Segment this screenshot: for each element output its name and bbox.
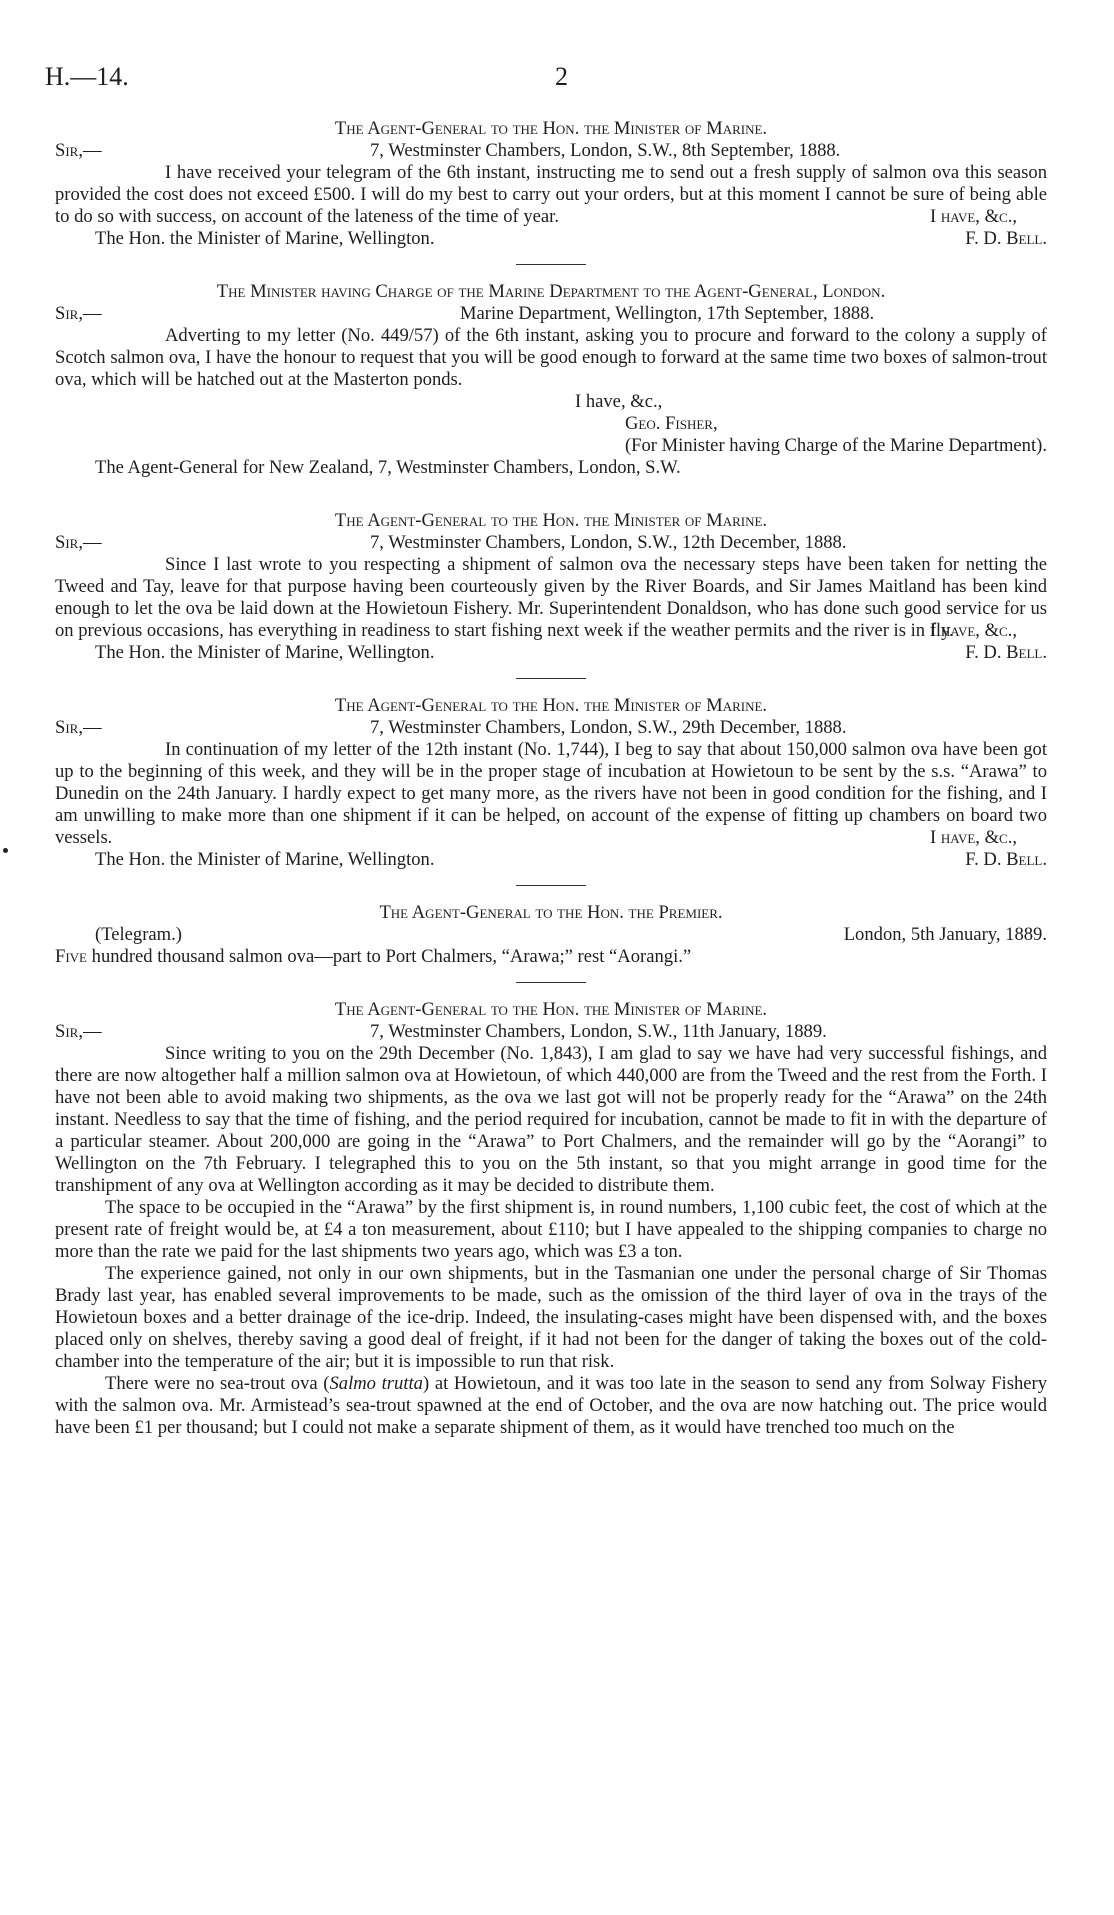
report-code: H.—14. bbox=[45, 62, 129, 91]
sender-address: 7, Westminster Chambers, London, S.W., 12th December, 1888. bbox=[370, 532, 847, 553]
sender-address: 7, Westminster Chambers, London, S.W., 29th December, 1888. bbox=[370, 717, 847, 738]
signature: F. D. Bell. bbox=[965, 849, 1047, 870]
letter-body: Since I last wrote to you respecting a shipment of salmon ova the necessary steps have been taken for netting the Tweed and Tay, leave for that purpose having been courteously given by the River Boards, and Sir James Maitland has been kind enough to let the ova be laid down at the Howietoun Fishery. Mr. Superintendent Donaldson, who has done such good service for us on previous occasions, has everything in readiness to start fishing next week if the weather permits and the river is in fly. bbox=[55, 554, 1047, 641]
signature: Geo. Fisher, bbox=[625, 413, 718, 434]
letter-paragraph bbox=[55, 1373, 1047, 1439]
salutation: Sir,— bbox=[55, 717, 102, 738]
addressee: The Hon. the Minister of Marine, Wellington. bbox=[95, 642, 435, 663]
salutation: Sir,— bbox=[55, 1021, 102, 1042]
divider bbox=[516, 264, 586, 265]
telegram-body bbox=[55, 946, 1047, 968]
closing: I have, &c., bbox=[930, 620, 1017, 641]
letter-paragraph: The experience gained, not only in our own shipments, but in the Tasmanian one under the personal charge of Sir Thomas Brady last year, has enabled several improvements to be made, such as the omission of the third layer of ova in the trays of the Howietoun boxes and a better drainage of the ice-drip. Indeed, the insulating-cases might have been dispensed with, and the boxes placed only on shelves, thereby saving a good deal of freight, if it had not been for the danger of taking the boxes out of the cold-chamber into the temperature of the air; but it is impossible to run that risk. bbox=[55, 1263, 1047, 1372]
letter-title: The Minister having Charge of the Marine Department to the Agent-General, London. bbox=[216, 281, 886, 302]
sender-address: Marine Department, Wellington, 17th September, 1888. bbox=[460, 303, 875, 324]
page-number: 2 bbox=[555, 62, 568, 91]
salutation: Sir,— bbox=[55, 303, 102, 324]
letter-body: Adverting to my letter (No. 449/57) of the 6th instant, asking you to procure and forward to the colony a supply of Scotch salmon ova, I have the honour to request that you will be good enough to forward at the same time two boxes of salmon-trout ova, which will be hatched out at the Masterton ponds. bbox=[55, 325, 1047, 390]
sender-address: 7, Westminster Chambers, London, S.W., 8th September, 1888. bbox=[370, 140, 841, 161]
divider bbox=[516, 678, 586, 679]
letter-3 bbox=[55, 510, 1047, 664]
signature: F. D. Bell. bbox=[965, 228, 1047, 249]
letter-4 bbox=[55, 695, 1047, 871]
paragraph-rest: ) at Howietoun, and it was too late in the season to send any from Solway Fishery with the salmon ova. Mr. Armistead’s sea-trout spawned at the end of October, and the ova are now hatching out. The price would have been £1 per thousand; but I could not make a separate shipment of them, as it would have trenched too much on the bbox=[55, 1373, 1047, 1438]
letter-title: The Agent-General to the Hon. the Minister of Marine. bbox=[334, 695, 768, 716]
addressee: The Hon. the Minister of Marine, Wellington. bbox=[95, 228, 435, 249]
divider bbox=[516, 885, 586, 886]
letter-paragraph: The space to be occupied in the “Arawa” by the first shipment is, in round numbers, 1,100 cubic feet, the cost of which at the present rate of freight would be, at £4 a ton measurement, about £110; but I have appealed to the shipping companies to charge no more than the rate we paid for the last shipments two years ago, which was £3 a ton. bbox=[55, 1197, 1047, 1262]
letter-2 bbox=[55, 281, 1047, 479]
sender-address: 7, Westminster Chambers, London, S.W., 11th January, 1889. bbox=[370, 1021, 827, 1042]
letter-body: I have received your telegram of the 6th instant, instructing me to send out a fresh supply of salmon ova this season provided the cost does not exceed £500. I will do my best to carry out your orders, but at this moment I cannot be sure of being able to do so with success, on account of the lateness of the time of year. bbox=[55, 162, 1047, 227]
margin-mark bbox=[3, 848, 8, 853]
divider bbox=[516, 982, 586, 983]
telegram-label: (Telegram.) bbox=[95, 924, 182, 945]
salutation: Sir,— bbox=[55, 532, 102, 553]
salutation: Sir,— bbox=[55, 140, 102, 161]
closing: I have, &c., bbox=[930, 206, 1017, 227]
closing: I have, &c., bbox=[930, 827, 1017, 848]
species-name: Salmo trutta bbox=[329, 1373, 423, 1394]
paragraph-start: There were no sea-trout ova ( bbox=[105, 1373, 330, 1394]
letter-title: The Agent-General to the Hon. the Minister of Marine. bbox=[334, 999, 768, 1020]
letter-paragraph: Since writing to you on the 29th December (No. 1,843), I am glad to say we have had very successful fishings, and there are now altogether half a million salmon ova at Howietoun, of which 440,000 are from the Tweed and the rest from the Forth. I have not been able to avoid making two shipments, as the ova we last got will not be properly ready for the “Arawa” on the 24th instant. Needless to say that the time of fishing, and the period required for incubation, cannot be made to fit in with the departure of a particular steamer. About 200,000 are going in the “Arawa” to Port Chalmers, and the remainder will go by the “Aorangi” to Wellington on the 7th February. I telegraphed this to you on the 5th instant, so that you might arrange in good time for the transhipment of any ova at Wellington according as it may be decided to distribute them. bbox=[55, 1043, 1047, 1196]
telegram-text: hundred thousand salmon ova—part to Port Chalmers, “Arawa;” rest “Aorangi.” bbox=[87, 946, 692, 967]
telegram-title: The Agent-General to the Hon. the Premier. bbox=[379, 902, 723, 923]
closing: I have, &c., bbox=[575, 391, 663, 412]
document-body bbox=[55, 118, 1047, 1439]
letter-title: The Agent-General to the Hon. the Minister of Marine. bbox=[334, 118, 768, 139]
addressee: The Agent-General for New Zealand, 7, Westminster Chambers, London, S.W. bbox=[95, 457, 681, 478]
telegram bbox=[55, 902, 1047, 968]
letter-1 bbox=[55, 118, 1047, 250]
telegram-place-date: London, 5th January, 1889. bbox=[843, 924, 1047, 945]
addressee: The Hon. the Minister of Marine, Wellington. bbox=[95, 849, 435, 870]
letter-body: In continuation of my letter of the 12th instant (No. 1,744), I beg to say that about 150,000 salmon ova have been got up to the beginning of this week, and they will be in the proper stage of incubation at Howietoun to be sent by the s.s. “Arawa” to Dunedin on the 24th January. I hardly expect to get many more, as the rivers have not been in good condition for the fishing, and I am unwilling to make more than one shipment if it can be helped, on account of the expense of fitting up chambers on board two vessels. bbox=[55, 739, 1047, 848]
letter-5 bbox=[55, 999, 1047, 1439]
letter-title: The Agent-General to the Hon. the Minister of Marine. bbox=[334, 510, 768, 531]
signature-note: (For Minister having Charge of the Marine Department). bbox=[624, 435, 1047, 456]
signature: F. D. Bell. bbox=[965, 642, 1047, 663]
page-header bbox=[45, 62, 1045, 102]
telegram-lead-word: Five bbox=[55, 946, 87, 967]
